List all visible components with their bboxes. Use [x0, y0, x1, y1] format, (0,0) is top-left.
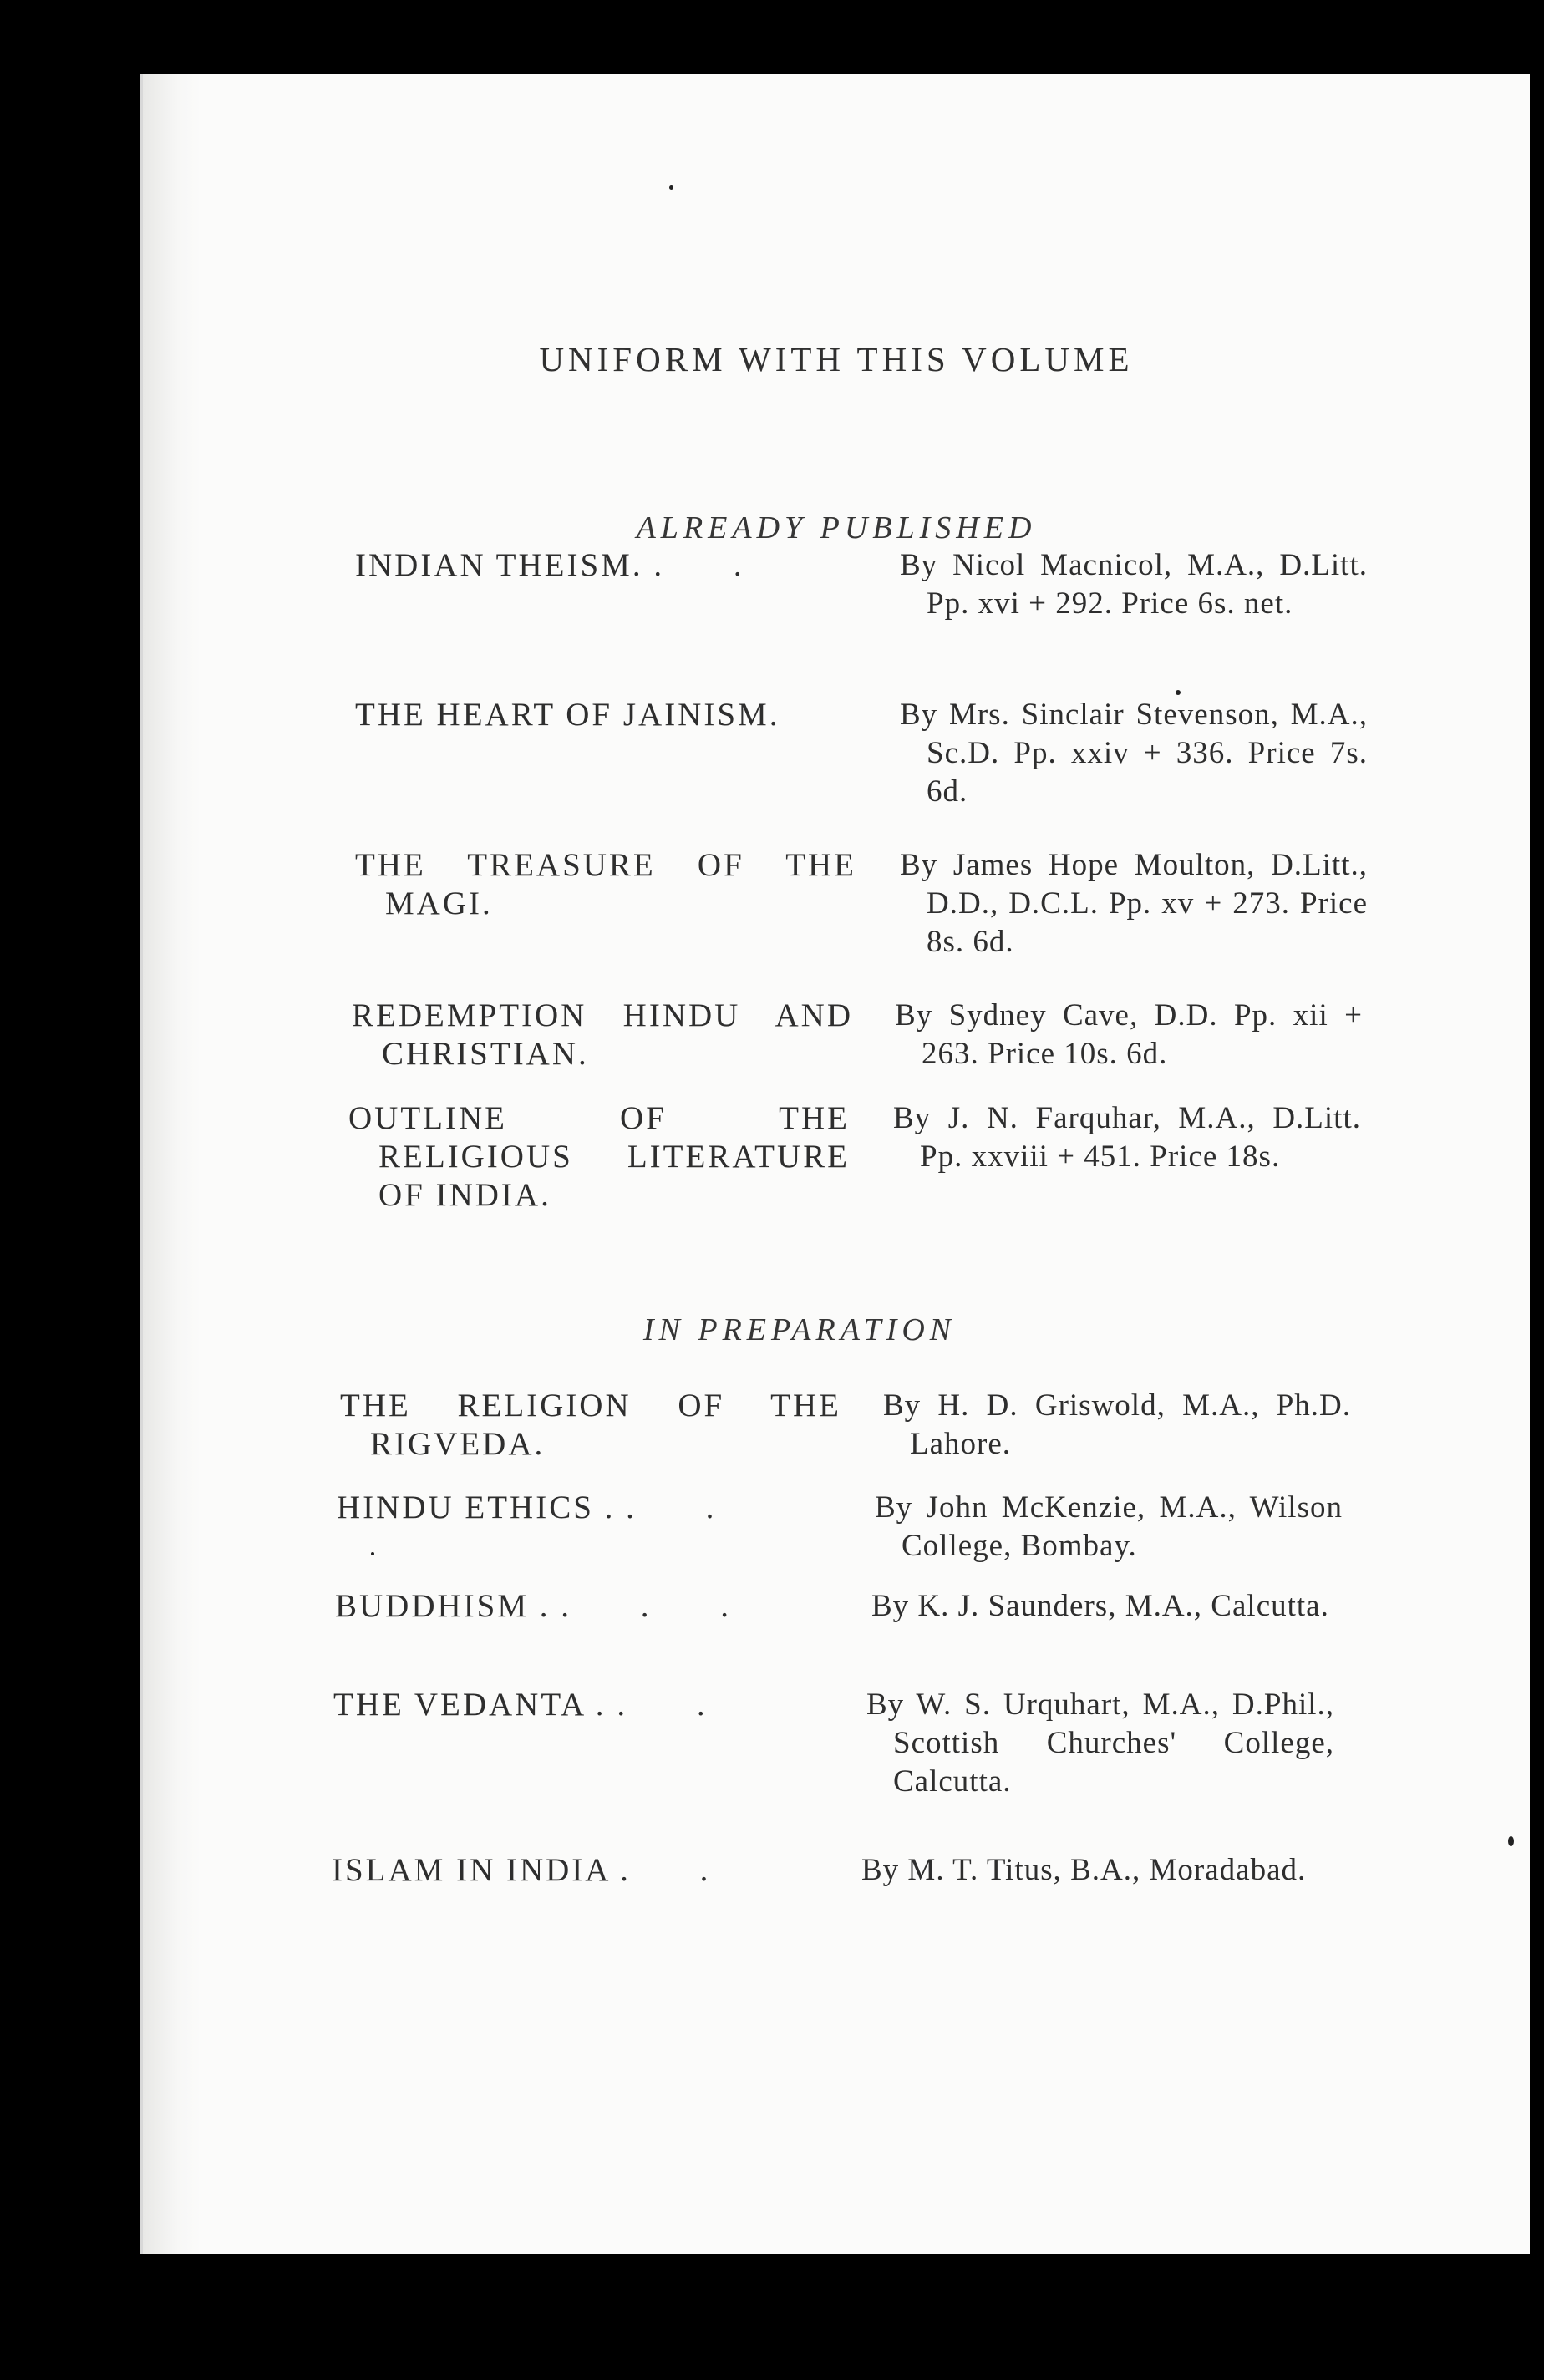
book-title-text: THE TREASURE OF THE MAGI.	[355, 847, 856, 921]
book-description: By J. N. Farquhar, M.A., D.Litt. Pp. xxviii + 451. Price 18s.	[893, 1101, 1361, 1174]
page-title: UNIFORM WITH THIS VOLUME	[539, 340, 1134, 378]
book-title-text: INDIAN THEISM.	[355, 547, 643, 583]
dot-leaders: . . .	[561, 1588, 761, 1624]
book-title-text: OUTLINE OF THE RELIGIOUS LITERATURE OF INDIA.	[348, 1100, 850, 1213]
book-title	[337, 1489, 838, 1527]
ink-speck	[669, 185, 673, 190]
book-title-text: REDEMPTION HINDU AND CHRISTIAN.	[352, 997, 853, 1072]
book-title-text: THE RELIGION OF THE RIGVEDA.	[340, 1388, 841, 1462]
book-title	[355, 696, 856, 734]
book-description: By W. S. Urquhart, M.A., D.Phil., Scottish Churches' College, Calcutta.	[866, 1687, 1334, 1799]
dot-leaders: . .	[617, 1687, 737, 1723]
ink-speck	[1508, 1836, 1514, 1846]
book-title-text: THE VEDANTA .	[333, 1687, 607, 1723]
book-title	[355, 546, 856, 585]
dot-leaders: . .	[626, 1489, 746, 1525]
book-description: By Nicol Macnicol, M.A., D.Litt. Pp. xvi + 292. Price 6s. net.	[900, 548, 1368, 621]
book-description: By H. D. Griswold, M.A., Ph.D. Lahore.	[883, 1388, 1351, 1461]
book-description: By Mrs. Sinclair Stevenson, M.A., Sc.D. Pp. xxiv + 336. Price 7s. 6d.	[900, 698, 1368, 809]
ink-speck	[1176, 690, 1181, 695]
in-preparation-heading: IN PREPARATION	[642, 1312, 957, 1347]
ink-speck	[371, 1552, 374, 1555]
book-title-text: ISLAM IN INDIA	[332, 1852, 610, 1888]
dot-leaders: . .	[620, 1852, 740, 1888]
book-description: By K. J. Saunders, M.A., Calcutta.	[871, 1589, 1329, 1623]
book-title	[335, 1587, 836, 1626]
book-title-text: THE HEART OF JAINISM.	[355, 697, 780, 733]
book-title	[332, 1851, 833, 1890]
already-published-heading: ALREADY PUBLISHED	[636, 510, 1037, 546]
book-page	[140, 74, 1530, 2254]
book-description: By James Hope Moulton, D.Litt., D.D., D.C.L. Pp. xv + 273. Price 8s. 6d.	[900, 848, 1368, 959]
book-title	[352, 997, 853, 1073]
book-title-text: HINDU ETHICS .	[337, 1489, 616, 1525]
book-title	[348, 1099, 850, 1215]
book-description: By John McKenzie, M.A., Wilson College, Bombay.	[875, 1490, 1343, 1563]
dot-leaders: . .	[653, 547, 774, 583]
book-title-text: BUDDHISM .	[335, 1588, 551, 1624]
book-description: By Sydney Cave, D.D. Pp. xii + 263. Price 10s. 6d.	[895, 998, 1363, 1071]
page-spine-shadow	[143, 74, 201, 2254]
book-title	[340, 1387, 841, 1464]
book-title	[355, 846, 856, 923]
book-title	[333, 1686, 835, 1724]
book-description: By M. T. Titus, B.A., Moradabad.	[861, 1853, 1307, 1887]
